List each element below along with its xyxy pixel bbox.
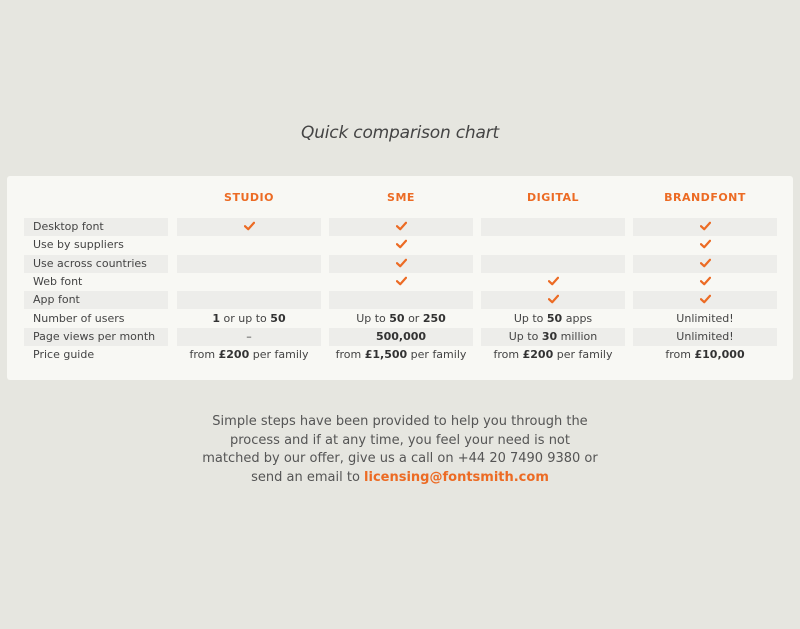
table-cell — [481, 218, 625, 236]
check-icon — [396, 221, 407, 231]
row-label: Price guide — [33, 348, 95, 361]
cell-text: per family — [249, 348, 309, 361]
row-label: Desktop font — [24, 218, 168, 236]
footer-text — [200, 413, 600, 487]
cell-text: 500,000 — [375, 330, 427, 343]
cell-text: £200 — [218, 348, 250, 361]
table-row — [24, 291, 778, 309]
cell-text: Up to — [513, 312, 547, 325]
table-cell — [177, 310, 321, 328]
page-title: Quick comparison chart — [301, 123, 499, 143]
cell-text: 30 — [541, 330, 558, 343]
cell-text: from — [665, 348, 695, 361]
check-icon — [700, 258, 711, 268]
cell-text: apps — [562, 312, 593, 325]
table-row — [24, 310, 778, 328]
table-cell — [329, 310, 473, 328]
table-cell — [329, 328, 473, 346]
column-header-digital: DIGITAL — [526, 191, 580, 204]
table-cell — [177, 236, 321, 254]
table-cell — [481, 291, 625, 309]
row-label: Web font — [33, 275, 83, 288]
row-label: Use by suppliers — [33, 238, 124, 251]
check-icon — [244, 221, 255, 231]
check-icon — [700, 294, 711, 304]
table-cell — [329, 291, 473, 309]
cell-text: – — [246, 330, 252, 343]
column-header-studio: STUDIO — [224, 191, 274, 204]
table-cell — [633, 255, 777, 273]
cell-text: Up to — [508, 330, 542, 343]
table-cell — [633, 236, 777, 254]
table-row — [24, 218, 778, 236]
cell-text: Up to — [356, 312, 390, 325]
table-row — [24, 346, 778, 364]
table-row — [24, 255, 778, 273]
table-row — [24, 328, 778, 346]
cell-text: £10,000 — [694, 348, 745, 361]
check-icon — [700, 276, 711, 286]
cell-text: from — [189, 348, 219, 361]
table-cell — [481, 346, 625, 364]
cell-text: million — [557, 330, 598, 343]
table-cell — [633, 291, 777, 309]
table-cell — [481, 273, 625, 291]
table-cell — [329, 346, 473, 364]
table-cell — [329, 236, 473, 254]
cell-text: from — [335, 348, 365, 361]
cell-text: 50 — [270, 312, 286, 325]
table-cell — [329, 273, 473, 291]
row-label: Page views per month — [24, 328, 168, 346]
cell-text: £1,500 — [364, 348, 408, 361]
table-cell — [481, 310, 625, 328]
check-icon — [548, 276, 559, 286]
table-cell — [633, 328, 777, 346]
table-cell — [633, 273, 777, 291]
row-label: App font — [24, 291, 168, 309]
cell-text: 1 — [212, 312, 221, 325]
cell-text: from — [493, 348, 523, 361]
table-cell — [177, 328, 321, 346]
check-icon — [396, 239, 407, 249]
footer-message: Simple steps have been provided to help you through the process and if at any time, you feel your need is not matched by our offer, give us a call on +44 20 7490 9380 or send an email to — [202, 414, 598, 485]
table-cell — [481, 255, 625, 273]
email-link[interactable]: licensing@fontsmith.com — [364, 469, 549, 485]
table-cell — [177, 291, 321, 309]
cell-text: or up to — [220, 312, 271, 325]
check-icon — [396, 276, 407, 286]
table-cell — [633, 346, 777, 364]
table-cell — [329, 218, 473, 236]
column-header-sme: SME — [387, 191, 415, 204]
cell-text: per family — [407, 348, 467, 361]
table-cell — [177, 255, 321, 273]
row-label: Number of users — [33, 312, 125, 325]
check-icon — [700, 221, 711, 231]
cell-text: Unlimited! — [676, 330, 734, 343]
table-row — [24, 273, 778, 291]
table-cell — [633, 218, 777, 236]
cell-text: or — [404, 312, 423, 325]
cell-text: 50 — [546, 312, 563, 325]
cell-text: per family — [553, 348, 613, 361]
cell-text: 250 — [422, 312, 446, 325]
table-cell — [177, 273, 321, 291]
table-cell — [329, 255, 473, 273]
cell-text: £200 — [522, 348, 554, 361]
table-cell — [481, 328, 625, 346]
check-icon — [700, 239, 711, 249]
table-cell — [633, 310, 777, 328]
cell-text: 50 — [389, 312, 405, 325]
table-cell — [177, 218, 321, 236]
row-label: Use across countries — [24, 255, 168, 273]
table-cell — [481, 236, 625, 254]
check-icon — [548, 294, 559, 304]
table-cell — [177, 346, 321, 364]
table-row — [24, 236, 778, 254]
cell-text: Unlimited! — [676, 312, 734, 325]
column-header-brandfont: BRANDFONT — [664, 191, 746, 204]
check-icon — [396, 258, 407, 268]
